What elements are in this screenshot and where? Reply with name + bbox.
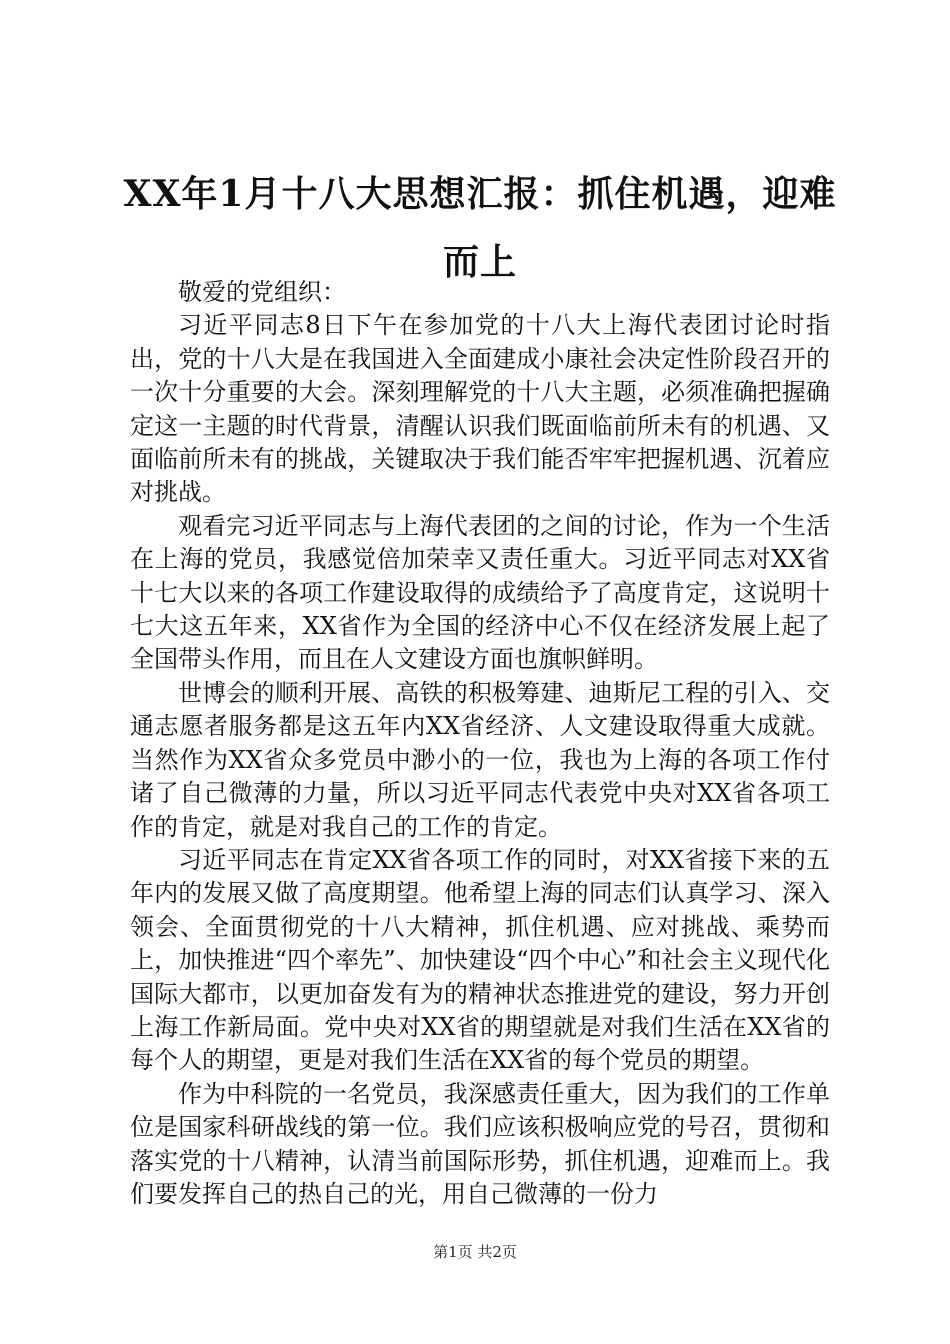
paragraph-2: 观看完习近平同志与上海代表团的之间的讨论，作为一个生活在上海的党员，我感觉倍加荣幸又责任重大。习近平同志对XX省十七大以来的各项工作建设取得的成绩给予了高度肯定，这说明十七大这五年来，XX省作为全国的经济中心不仅在经济发展上起了全国带头作用，而且在人文建设方面也旗帜鲜明。 — [130, 511, 830, 674]
salutation: 敬爱的党组织： — [178, 278, 346, 306]
paragraph-3: 世博会的顺利开展、高铁的积极筹建、迪斯尼工程的引入、交通志愿者服务都是这五年内XX省经济、人文建设取得重大成就。当然作为XX省众多党员中渺小的一位，我也为上海的各项工作付诸了自己微薄的力量，所以习近平同志代表党中央对XX省各项工作的肯定，就是对我自己的工作的肯定。 — [130, 678, 830, 841]
document-title: XX年1月十八大思想汇报：抓住机遇，迎难而上 — [123, 173, 837, 283]
page-number: 第1页 共2页 — [433, 1243, 517, 1261]
paragraph-1: 习近平同志8日下午在参加党的十八大上海代表团讨论时指出，党的十八大是在我国进入全面建成小康社会决定性阶段召开的一次十分重要的大会。深刻理解党的十八大主题，必须准确把握确定这一主题的时代背景，清醒认识我们既面临前所未有的机遇、又面临前所未有的挑战，关键取决于我们能否牢牢把握机遇、沉着应对挑战。 — [130, 311, 830, 507]
paragraph-4: 习近平同志在肯定XX省各项工作的同时，对XX省接下来的五年内的发展又做了高度期望。他希望上海的同志们认真学习、深入领会、全面贯彻党的十八大精神，抓住机遇、应对挑战、乘势而上，加快推进“四个率先”、加快建设“四个中心”和社会主义现代化国际大都市，以更加奋发有为的精神状态推进党的建设，努力开创上海工作新局面。党中央对XX省的期望就是对我们生活在XX省的每个人的期望，更是对我们生活在XX省的每个党员的期望。 — [130, 845, 830, 1075]
document-body — [130, 276, 830, 1211]
paragraph-5: 作为中科院的一名党员，我深感责任重大，因为我们的工作单位是国家科研战线的第一位。我们应该积极响应党的号召，贯彻和落实党的十八精神，认清当前国际形势，抓住机遇，迎难而上。我们要发挥自己的热自己的光，用自己微薄的一份力 — [130, 1079, 830, 1208]
